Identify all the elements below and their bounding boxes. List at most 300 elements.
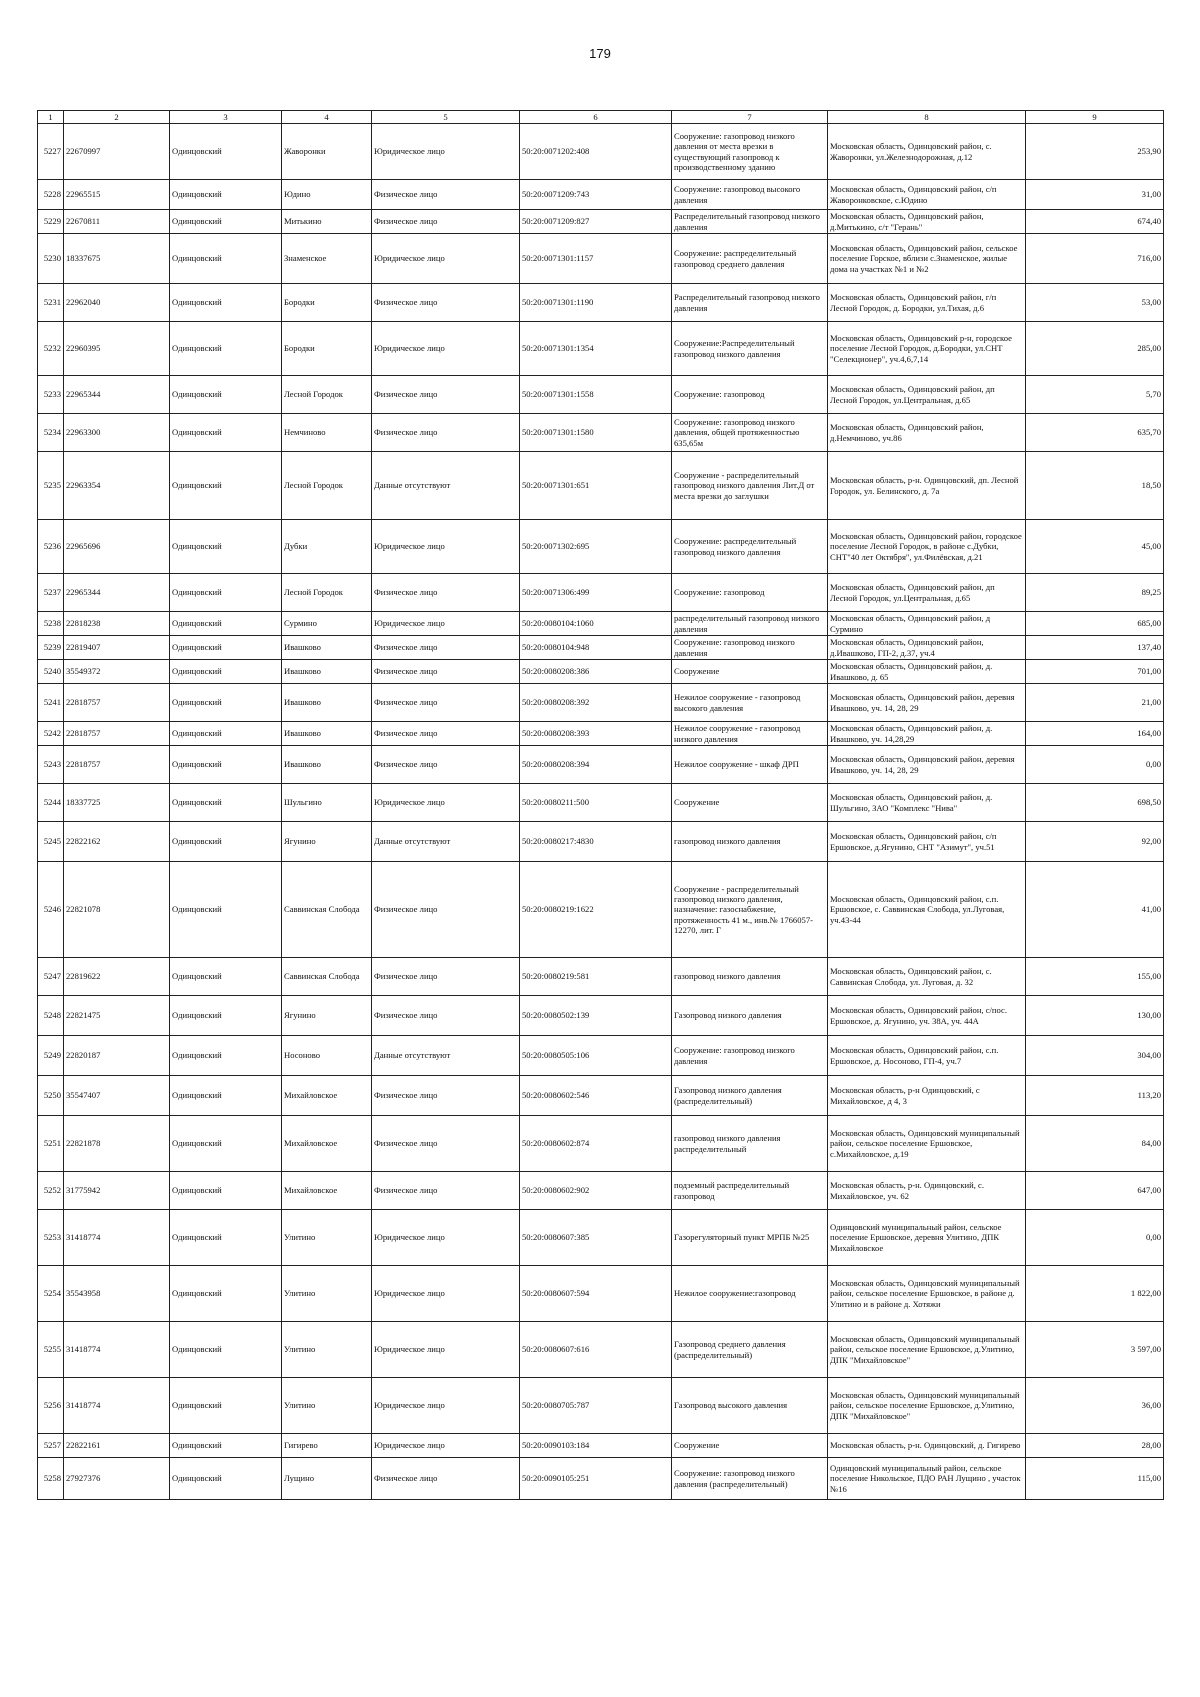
page-number: 179: [589, 46, 611, 61]
value-cell: 253,90: [1026, 124, 1164, 180]
object-description-cell: Сооружение: газопровод низкого давления, общей протяженностью 635,65м: [672, 414, 828, 452]
address-cell: Московская область, Одинцовский район, деревня Ивашково, уч. 14, 28, 29: [828, 684, 1026, 722]
table-row: [38, 1036, 1164, 1076]
object-description-cell: Сооружение: распределительный газопровод низкого давления: [672, 520, 828, 574]
owner-type-cell: Физическое лицо: [372, 1076, 520, 1116]
record-id: 22965344: [64, 574, 170, 612]
object-description-cell: Сооружение - распределительный газопровод низкого давления Лит.Д от места врезки до заглушки: [672, 452, 828, 520]
row-number: 5252: [38, 1172, 64, 1210]
cadastral-number-cell: 50:20:0071302:695: [520, 520, 672, 574]
locality-cell: Михайловское: [282, 1172, 372, 1210]
owner-type-cell: Физическое лицо: [372, 284, 520, 322]
row-number: 5250: [38, 1076, 64, 1116]
table-row: [38, 180, 1164, 210]
record-id: 27927376: [64, 1458, 170, 1500]
district-cell: Одинцовский: [170, 1210, 282, 1266]
row-number: 5239: [38, 636, 64, 660]
address-cell: Московская область, Одинцовский район, с.п. Ершовское, д. Носоново, ГП-4, уч.7: [828, 1036, 1026, 1076]
cadastral-number-cell: 50:20:0071301:1580: [520, 414, 672, 452]
object-description-cell: Нежилое сооружение - газопровод высокого давления: [672, 684, 828, 722]
table-row: [38, 1434, 1164, 1458]
address-cell: Московская область, Одинцовский район, дп Лесной Городок, ул.Центральная, д.65: [828, 376, 1026, 414]
value-cell: 304,00: [1026, 1036, 1164, 1076]
address-cell: Московская область, Одинцовский р-н, городское поселение Лесной Городок, д.Бородки, ул.СНТ "Селекционер", уч.4,6,7,14: [828, 322, 1026, 376]
district-cell: Одинцовский: [170, 996, 282, 1036]
table-row: [38, 1116, 1164, 1172]
table-row: [38, 822, 1164, 862]
value-cell: 53,00: [1026, 284, 1164, 322]
locality-cell: Бородки: [282, 284, 372, 322]
district-cell: Одинцовский: [170, 376, 282, 414]
district-cell: Одинцовский: [170, 746, 282, 784]
cadastral-number-cell: 50:20:0071202:408: [520, 124, 672, 180]
cadastral-number-cell: 50:20:0080219:581: [520, 958, 672, 996]
value-cell: 698,50: [1026, 784, 1164, 822]
address-cell: Московская область, Одинцовский район, с/п Жаворонковское, с.Юдино: [828, 180, 1026, 210]
district-cell: Одинцовский: [170, 124, 282, 180]
table-row: [38, 1458, 1164, 1500]
table-row: [38, 1266, 1164, 1322]
locality-cell: Улитино: [282, 1378, 372, 1434]
record-id: 22821078: [64, 862, 170, 958]
object-description-cell: Нежилое сооружение - шкаф ДРП: [672, 746, 828, 784]
owner-type-cell: Физическое лицо: [372, 574, 520, 612]
record-id: 22818757: [64, 684, 170, 722]
owner-type-cell: Физическое лицо: [372, 210, 520, 234]
row-number: 5232: [38, 322, 64, 376]
row-number: 5230: [38, 234, 64, 284]
district-cell: Одинцовский: [170, 414, 282, 452]
address-cell: Одинцовский муниципальный район, сельское поселение Никольское, ПДО РАН Лущино , участок №16: [828, 1458, 1026, 1500]
address-cell: Московская область, Одинцовский район, д. Ивашково, уч. 14,28,29: [828, 722, 1026, 746]
row-number: 5254: [38, 1266, 64, 1322]
locality-cell: Лесной Городок: [282, 574, 372, 612]
record-id: 22821475: [64, 996, 170, 1036]
table-row: [38, 684, 1164, 722]
record-id: 18337675: [64, 234, 170, 284]
value-cell: 84,00: [1026, 1116, 1164, 1172]
table-row: [38, 660, 1164, 684]
district-cell: Одинцовский: [170, 452, 282, 520]
owner-type-cell: Юридическое лицо: [372, 1434, 520, 1458]
district-cell: Одинцовский: [170, 822, 282, 862]
registry-table: [37, 110, 1164, 1500]
cadastral-number-cell: 50:20:0080217:4830: [520, 822, 672, 862]
table-row: [38, 636, 1164, 660]
object-description-cell: Сооружение:Распределительный газопровод низкого давления: [672, 322, 828, 376]
object-description-cell: Газопровод высокого давления: [672, 1378, 828, 1434]
owner-type-cell: Физическое лицо: [372, 180, 520, 210]
table-row: [38, 862, 1164, 958]
locality-cell: Немчиново: [282, 414, 372, 452]
value-cell: 674,40: [1026, 210, 1164, 234]
value-cell: 137,40: [1026, 636, 1164, 660]
row-number: 5248: [38, 996, 64, 1036]
table-row: [38, 1378, 1164, 1434]
row-number: 5235: [38, 452, 64, 520]
row-number: 5249: [38, 1036, 64, 1076]
object-description-cell: Сооружение: газопровод низкого давления (распределительный): [672, 1458, 828, 1500]
cadastral-number-cell: 50:20:0080607:385: [520, 1210, 672, 1266]
row-number: 5233: [38, 376, 64, 414]
owner-type-cell: Данные отсутствуют: [372, 452, 520, 520]
cadastral-number-cell: 50:20:0071306:499: [520, 574, 672, 612]
address-cell: Одинцовский муниципальный район, сельское поселение Ершовское, деревня Улитино, ДПК Михайловское: [828, 1210, 1026, 1266]
column-header: 4: [282, 111, 372, 124]
owner-type-cell: Физическое лицо: [372, 684, 520, 722]
record-id: 22818757: [64, 722, 170, 746]
district-cell: Одинцовский: [170, 1322, 282, 1378]
locality-cell: Носоново: [282, 1036, 372, 1076]
row-number: 5243: [38, 746, 64, 784]
locality-cell: Михайловское: [282, 1076, 372, 1116]
district-cell: Одинцовский: [170, 210, 282, 234]
column-number-row: [38, 111, 1164, 124]
record-id: 22963300: [64, 414, 170, 452]
record-id: 22821878: [64, 1116, 170, 1172]
locality-cell: Бородки: [282, 322, 372, 376]
table-row: [38, 376, 1164, 414]
district-cell: Одинцовский: [170, 180, 282, 210]
row-number: 5256: [38, 1378, 64, 1434]
column-header: 9: [1026, 111, 1164, 124]
district-cell: Одинцовский: [170, 684, 282, 722]
value-cell: 115,00: [1026, 1458, 1164, 1500]
object-description-cell: Газопровод низкого давления: [672, 996, 828, 1036]
record-id: 22819407: [64, 636, 170, 660]
row-number: 5234: [38, 414, 64, 452]
value-cell: 164,00: [1026, 722, 1164, 746]
locality-cell: Гигирево: [282, 1434, 372, 1458]
object-description-cell: Сооружение: [672, 1434, 828, 1458]
record-id: 35549372: [64, 660, 170, 684]
object-description-cell: Сооружение: газопровод высокого давления: [672, 180, 828, 210]
district-cell: Одинцовский: [170, 1458, 282, 1500]
row-number: 5257: [38, 1434, 64, 1458]
record-id: 22818238: [64, 612, 170, 636]
locality-cell: Улитино: [282, 1322, 372, 1378]
address-cell: Московская область, Одинцовский район, д. Шульгино, ЗАО "Комплекс "Нива": [828, 784, 1026, 822]
owner-type-cell: Физическое лицо: [372, 862, 520, 958]
owner-type-cell: Юридическое лицо: [372, 234, 520, 284]
object-description-cell: газопровод низкого давления: [672, 822, 828, 862]
locality-cell: Лесной Городок: [282, 376, 372, 414]
address-cell: Московская область, р-н Одинцовский, с Михайловское, д 4, 3: [828, 1076, 1026, 1116]
value-cell: 1 822,00: [1026, 1266, 1164, 1322]
row-number: 5236: [38, 520, 64, 574]
value-cell: 130,00: [1026, 996, 1164, 1036]
record-id: 22818757: [64, 746, 170, 784]
value-cell: 21,00: [1026, 684, 1164, 722]
object-description-cell: Газорегуляторный пункт МРПБ №25: [672, 1210, 828, 1266]
district-cell: Одинцовский: [170, 660, 282, 684]
value-cell: 647,00: [1026, 1172, 1164, 1210]
table-row: [38, 234, 1164, 284]
cadastral-number-cell: 50:20:0080104:1060: [520, 612, 672, 636]
table-row: [38, 322, 1164, 376]
district-cell: Одинцовский: [170, 234, 282, 284]
value-cell: 36,00: [1026, 1378, 1164, 1434]
address-cell: Московская область, Одинцовский район, дп Лесной Городок, ул.Центральная, д.65: [828, 574, 1026, 612]
locality-cell: Жаворонки: [282, 124, 372, 180]
locality-cell: Ягунино: [282, 996, 372, 1036]
address-cell: Московская область, Одинцовский район, с. Саввинская Слобода, ул. Луговая, д. 32: [828, 958, 1026, 996]
address-cell: Московская область, Одинцовский район, д.Митькино, с/т "Герань": [828, 210, 1026, 234]
value-cell: 155,00: [1026, 958, 1164, 996]
row-number: 5228: [38, 180, 64, 210]
owner-type-cell: Юридическое лицо: [372, 784, 520, 822]
address-cell: Московская область, р-н. Одинцовский, дп. Лесной Городок, ул. Белинского, д. 7а: [828, 452, 1026, 520]
value-cell: 31,00: [1026, 180, 1164, 210]
district-cell: Одинцовский: [170, 636, 282, 660]
cadastral-number-cell: 50:20:0080219:1622: [520, 862, 672, 958]
object-description-cell: Распределительный газопровод низкого давления: [672, 210, 828, 234]
address-cell: Московская область, Одинцовский муниципальный район, сельское поселение Ершовское, с.Михайловское, д.19: [828, 1116, 1026, 1172]
locality-cell: Ивашково: [282, 684, 372, 722]
record-id: 18337725: [64, 784, 170, 822]
record-id: 22962040: [64, 284, 170, 322]
registry-body: [38, 124, 1164, 1500]
object-description-cell: газопровод низкого давления: [672, 958, 828, 996]
cadastral-number-cell: 50:20:0080705:787: [520, 1378, 672, 1434]
locality-cell: Юдино: [282, 180, 372, 210]
owner-type-cell: Физическое лицо: [372, 1116, 520, 1172]
locality-cell: Ивашково: [282, 636, 372, 660]
cadastral-number-cell: 50:20:0071209:743: [520, 180, 672, 210]
owner-type-cell: Юридическое лицо: [372, 1322, 520, 1378]
district-cell: Одинцовский: [170, 1378, 282, 1434]
object-description-cell: Сооружение: газопровод низкого давления: [672, 1036, 828, 1076]
district-cell: Одинцовский: [170, 520, 282, 574]
column-header: 8: [828, 111, 1026, 124]
table-row: [38, 1322, 1164, 1378]
owner-type-cell: Юридическое лицо: [372, 520, 520, 574]
table-row: [38, 452, 1164, 520]
record-id: 22819622: [64, 958, 170, 996]
cadastral-number-cell: 50:20:0071301:651: [520, 452, 672, 520]
table-row: [38, 414, 1164, 452]
address-cell: Московская область, Одинцовский муниципальный район, сельское поселение Ершовское, д.Улитино, ДПК "Михайловское": [828, 1378, 1026, 1434]
row-number: 5240: [38, 660, 64, 684]
column-header: 6: [520, 111, 672, 124]
object-description-cell: Сооружение - распределительный газопровод низкого давления, назначение: газоснабжение, протяженность 41 м., инв.№ 1766057-12270, лит. Г: [672, 862, 828, 958]
object-description-cell: распределительный газопровод низкого давления: [672, 612, 828, 636]
locality-cell: Ивашково: [282, 660, 372, 684]
value-cell: 113,20: [1026, 1076, 1164, 1116]
row-number: 5244: [38, 784, 64, 822]
cadastral-number-cell: 50:20:0090105:251: [520, 1458, 672, 1500]
row-number: 5258: [38, 1458, 64, 1500]
cadastral-number-cell: 50:20:0090103:184: [520, 1434, 672, 1458]
record-id: 35543958: [64, 1266, 170, 1322]
district-cell: Одинцовский: [170, 612, 282, 636]
owner-type-cell: Юридическое лицо: [372, 322, 520, 376]
object-description-cell: газопровод низкого давления распределительный: [672, 1116, 828, 1172]
cadastral-number-cell: 50:20:0071209:827: [520, 210, 672, 234]
table-row: [38, 784, 1164, 822]
address-cell: Московская область, Одинцовский район, с/п Ершовское, д.Ягунино, СНТ "Азимут", уч.51: [828, 822, 1026, 862]
record-id: 22820187: [64, 1036, 170, 1076]
owner-type-cell: Юридическое лицо: [372, 1210, 520, 1266]
table-row: [38, 574, 1164, 612]
table-row: [38, 520, 1164, 574]
district-cell: Одинцовский: [170, 322, 282, 376]
row-number: 5255: [38, 1322, 64, 1378]
record-id: 31775942: [64, 1172, 170, 1210]
owner-type-cell: Физическое лицо: [372, 746, 520, 784]
record-id: 31418774: [64, 1322, 170, 1378]
value-cell: 45,00: [1026, 520, 1164, 574]
owner-type-cell: Физическое лицо: [372, 722, 520, 746]
owner-type-cell: Юридическое лицо: [372, 1378, 520, 1434]
row-number: 5251: [38, 1116, 64, 1172]
column-header: 7: [672, 111, 828, 124]
address-cell: Московская область, Одинцовский район, с. Жаворонки, ул.Железнодорожная, д.12: [828, 124, 1026, 180]
locality-cell: Митькино: [282, 210, 372, 234]
table-row: [38, 1076, 1164, 1116]
district-cell: Одинцовский: [170, 1036, 282, 1076]
cadastral-number-cell: 50:20:0080208:386: [520, 660, 672, 684]
locality-cell: Михайловское: [282, 1116, 372, 1172]
value-cell: 41,00: [1026, 862, 1164, 958]
address-cell: Московская область, Одинцовский муниципальный район, сельское поселение Ершовское, д.Улитино, ДПК "Михайловское": [828, 1322, 1026, 1378]
cadastral-number-cell: 50:20:0080208:393: [520, 722, 672, 746]
cadastral-number-cell: 50:20:0080211:500: [520, 784, 672, 822]
locality-cell: Дубки: [282, 520, 372, 574]
record-id: 31418774: [64, 1210, 170, 1266]
locality-cell: Улитино: [282, 1266, 372, 1322]
owner-type-cell: Физическое лицо: [372, 1172, 520, 1210]
locality-cell: Ивашково: [282, 722, 372, 746]
district-cell: Одинцовский: [170, 862, 282, 958]
value-cell: 28,00: [1026, 1434, 1164, 1458]
locality-cell: Лесной Городок: [282, 452, 372, 520]
row-number: 5241: [38, 684, 64, 722]
owner-type-cell: Физическое лицо: [372, 996, 520, 1036]
locality-cell: Сурмино: [282, 612, 372, 636]
record-id: 22965515: [64, 180, 170, 210]
row-number: 5246: [38, 862, 64, 958]
table-row: [38, 124, 1164, 180]
district-cell: Одинцовский: [170, 1434, 282, 1458]
address-cell: Московская область, Одинцовский район, д. Ивашково, д. 65: [828, 660, 1026, 684]
table-row: [38, 1210, 1164, 1266]
cadastral-number-cell: 50:20:0071301:1354: [520, 322, 672, 376]
record-id: 22670811: [64, 210, 170, 234]
object-description-cell: Сооружение: [672, 784, 828, 822]
value-cell: 285,00: [1026, 322, 1164, 376]
record-id: 22963354: [64, 452, 170, 520]
record-id: 22822161: [64, 1434, 170, 1458]
table-row: [38, 612, 1164, 636]
record-id: 35547407: [64, 1076, 170, 1116]
locality-cell: Знаменское: [282, 234, 372, 284]
record-id: 31418774: [64, 1378, 170, 1434]
column-header: 3: [170, 111, 282, 124]
address-cell: Московская область, р-н. Одинцовский, с. Михайловское, уч. 62: [828, 1172, 1026, 1210]
owner-type-cell: Физическое лицо: [372, 1458, 520, 1500]
row-number: 5238: [38, 612, 64, 636]
value-cell: 716,00: [1026, 234, 1164, 284]
cadastral-number-cell: 50:20:0071301:1558: [520, 376, 672, 414]
record-id: 22965344: [64, 376, 170, 414]
object-description-cell: Сооружение: газопровод: [672, 376, 828, 414]
locality-cell: Саввинская Слобода: [282, 958, 372, 996]
cadastral-number-cell: 50:20:0080505:106: [520, 1036, 672, 1076]
locality-cell: Шульгино: [282, 784, 372, 822]
column-header: 2: [64, 111, 170, 124]
owner-type-cell: Физическое лицо: [372, 414, 520, 452]
owner-type-cell: Физическое лицо: [372, 636, 520, 660]
district-cell: Одинцовский: [170, 958, 282, 996]
record-id: 22960395: [64, 322, 170, 376]
object-description-cell: Сооружение: распределительный газопровод среднего давления: [672, 234, 828, 284]
address-cell: Московская область, Одинцовский район, с/пос. Ершовское, д. Ягунино, уч. 38А, уч. 44А: [828, 996, 1026, 1036]
table-row: [38, 958, 1164, 996]
value-cell: 635,70: [1026, 414, 1164, 452]
object-description-cell: подземный распределительный газопровод: [672, 1172, 828, 1210]
value-cell: 92,00: [1026, 822, 1164, 862]
object-description-cell: Сооружение: газопровод: [672, 574, 828, 612]
row-number: 5227: [38, 124, 64, 180]
owner-type-cell: Физическое лицо: [372, 958, 520, 996]
object-description-cell: Сооружение: газопровод низкого давления: [672, 636, 828, 660]
value-cell: 3 597,00: [1026, 1322, 1164, 1378]
object-description-cell: Сооружение: газопровод низкого давления от места врезки в существующий газопровод к производственному зданию: [672, 124, 828, 180]
cadastral-number-cell: 50:20:0080602:902: [520, 1172, 672, 1210]
cadastral-number-cell: 50:20:0071301:1190: [520, 284, 672, 322]
district-cell: Одинцовский: [170, 284, 282, 322]
locality-cell: Саввинская Слобода: [282, 862, 372, 958]
cadastral-number-cell: 50:20:0080208:394: [520, 746, 672, 784]
table-row: [38, 284, 1164, 322]
object-description-cell: Нежилое сооружение - газопровод низкого давления: [672, 722, 828, 746]
cadastral-number-cell: 50:20:0080607:594: [520, 1266, 672, 1322]
row-number: 5229: [38, 210, 64, 234]
district-cell: Одинцовский: [170, 1266, 282, 1322]
address-cell: Московская область, Одинцовский район, с.п. Ершовское, с. Саввинская Слобода, ул.Луговая, уч.43-44: [828, 862, 1026, 958]
record-id: 22965696: [64, 520, 170, 574]
address-cell: Московская область, Одинцовский район, сельское поселение Горское, вблизи с.Знаменское, жилые дома на участках №1 и №2: [828, 234, 1026, 284]
object-description-cell: Сооружение: [672, 660, 828, 684]
cadastral-number-cell: 50:20:0080607:616: [520, 1322, 672, 1378]
address-cell: Московская область, Одинцовский район, деревня Ивашково, уч. 14, 28, 29: [828, 746, 1026, 784]
column-header: 1: [38, 111, 64, 124]
table-row: [38, 210, 1164, 234]
row-number: 5231: [38, 284, 64, 322]
cadastral-number-cell: 50:20:0080502:139: [520, 996, 672, 1036]
row-number: 5253: [38, 1210, 64, 1266]
row-number: 5237: [38, 574, 64, 612]
owner-type-cell: Юридическое лицо: [372, 612, 520, 636]
value-cell: 0,00: [1026, 1210, 1164, 1266]
row-number: 5247: [38, 958, 64, 996]
cadastral-number-cell: 50:20:0071301:1157: [520, 234, 672, 284]
locality-cell: Улитино: [282, 1210, 372, 1266]
column-header: 5: [372, 111, 520, 124]
owner-type-cell: Юридическое лицо: [372, 1266, 520, 1322]
object-description-cell: Газопровод среднего давления (распределительный): [672, 1322, 828, 1378]
value-cell: 701,00: [1026, 660, 1164, 684]
value-cell: 685,00: [1026, 612, 1164, 636]
owner-type-cell: Данные отсутствуют: [372, 1036, 520, 1076]
cadastral-number-cell: 50:20:0080602:874: [520, 1116, 672, 1172]
address-cell: Московская область, Одинцовский район, городское поселение Лесной Городок, в районе с.Дубки, СНТ"40 лет Октября", ул.Филёвская, д.21: [828, 520, 1026, 574]
value-cell: 0,00: [1026, 746, 1164, 784]
record-id: 22822162: [64, 822, 170, 862]
owner-type-cell: Физическое лицо: [372, 376, 520, 414]
cadastral-number-cell: 50:20:0080104:948: [520, 636, 672, 660]
